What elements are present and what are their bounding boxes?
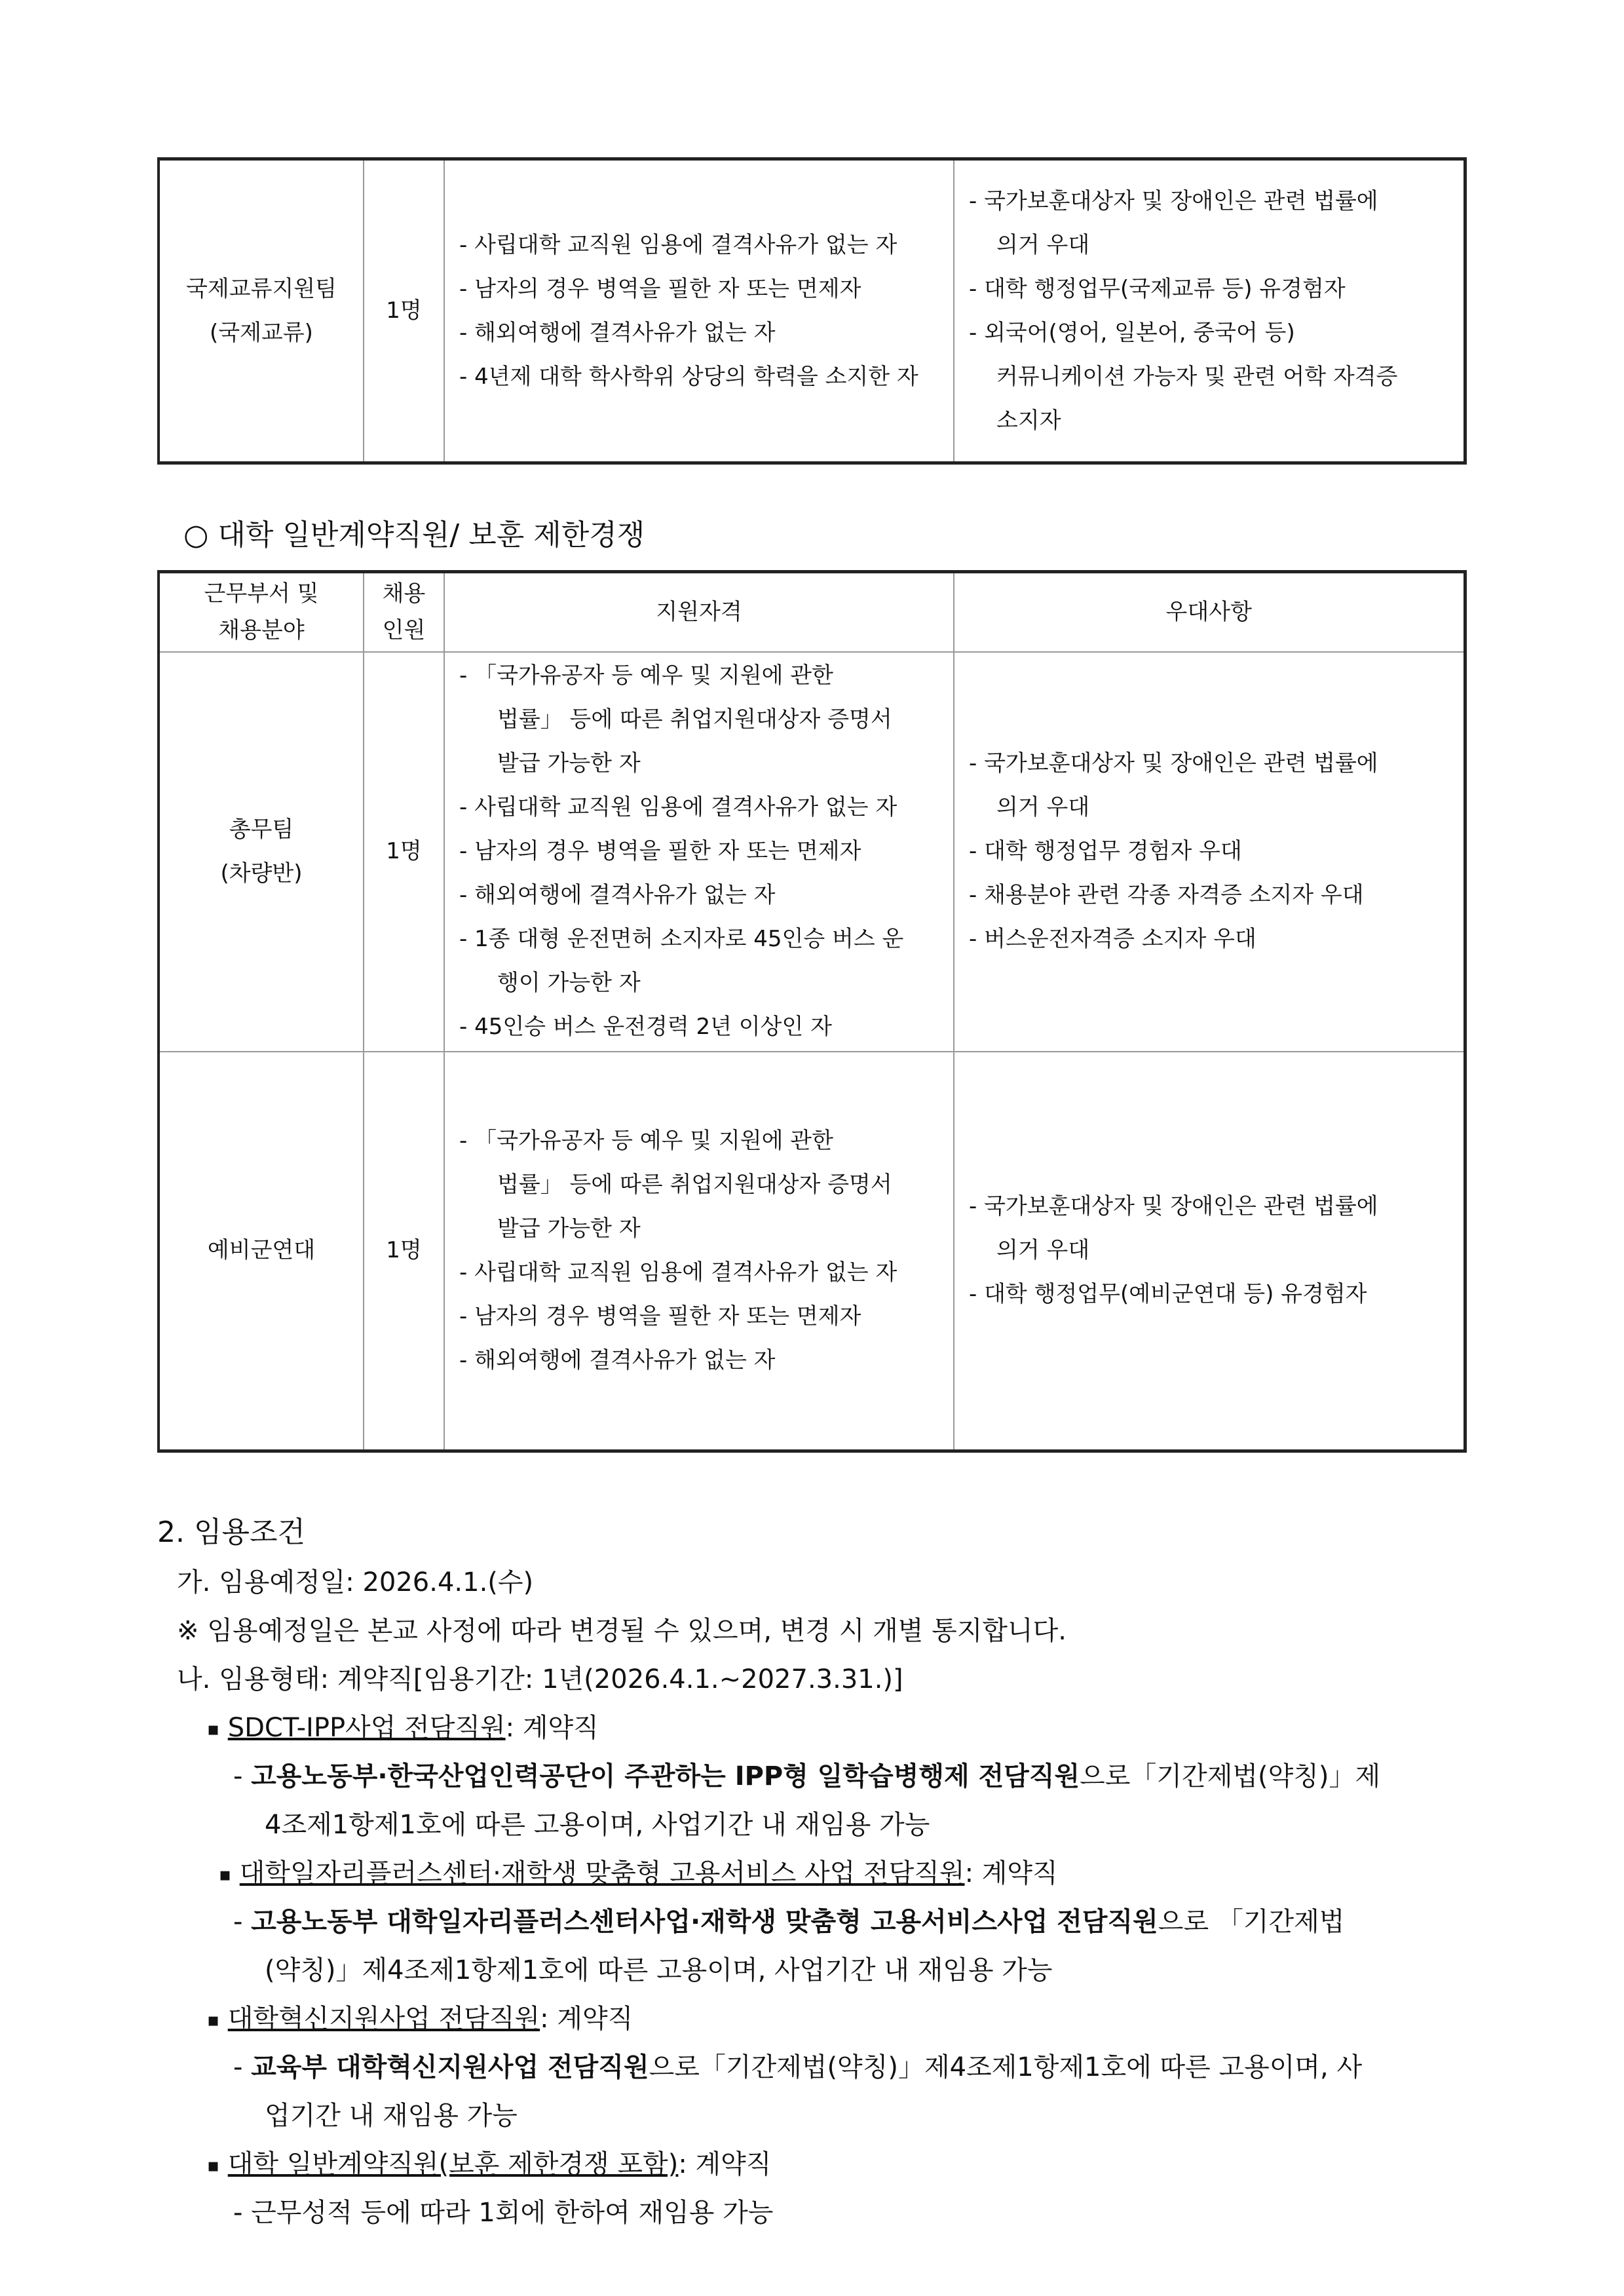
item-desc-rest: 으로「기간제법(약칭)」제4조제1항제1호에 따른 고용이며, 사 [649, 2052, 1363, 2082]
qualification-line: 법률」 등에 따른 취업지원대상자 증명서 [497, 706, 892, 733]
preference-cell [954, 652, 1465, 1052]
qualification-line: - 남자의 경우 병역을 필한 자 또는 면제자 [459, 1303, 861, 1330]
item-title: 대학혁신지원사업 전담직원 [227, 2004, 540, 2034]
item-description-cont: (약칭)」제4조제1항제1호에 따른 고용이며, 사업기간 내 재임용 가능 [265, 1955, 1053, 1985]
dept-line: 국제교류지원팀 [186, 275, 337, 302]
qualification-line: 행이 가능한 자 [497, 970, 641, 996]
header-preference: 우대사항 [954, 572, 1465, 652]
header-dept-line: 채용분야 [218, 617, 305, 644]
qualification-line: - 해외여행에 결격사유가 없는 자 [459, 319, 776, 346]
qualification-line: - 남자의 경우 병역을 필한 자 또는 면제자 [459, 838, 861, 864]
item-title: 대학일자리플러스센터·재학생 맞춤형 고용서비스 사업 전담직원 [239, 1858, 965, 1888]
section-2-title: 2. 임용조건 [157, 1516, 305, 1549]
count-cell: 1명 [364, 652, 444, 1052]
qualification-line: - 1종 대형 운전면허 소지자로 45인승 버스 운 [459, 926, 904, 952]
dept-cell [159, 1052, 364, 1451]
item-title: SDCT-IPP사업 전담직원 [227, 1713, 506, 1743]
header-count-line: 인원 [382, 617, 426, 644]
item-desc-bold: 고용노동부·한국산업인력공단이 주관하는 IPP형 일학습병행제 전담직원 [251, 1761, 1080, 1791]
square-bullet-icon: ▪ [219, 1864, 231, 1885]
contract-item [207, 2140, 771, 2190]
qualification-line: - 「국가유공자 등 예우 및 지원에 관한 [459, 662, 833, 689]
qualification-line: - 「국가유공자 등 예우 및 지원에 관한 [459, 1127, 833, 1154]
preference-line: 의거 우대 [996, 794, 1090, 820]
contract-item [219, 1849, 1058, 1899]
preference-line: - 국가보훈대상자 및 장애인은 관련 법률에 [969, 1193, 1378, 1220]
qualification-line: - 해외여행에 결격사유가 없는 자 [459, 882, 776, 908]
dept-line: (차량반) [220, 860, 303, 887]
preference-line: 의거 우대 [996, 231, 1090, 258]
square-bullet-icon: ▪ [207, 1718, 219, 1740]
preference-line: 커뮤니케이션 가능자 및 관련 어학 자격증 [996, 363, 1398, 390]
item-suffix: : 계약직 [678, 2149, 772, 2179]
section-heading: ○ 대학 일반계약직원/ 보훈 제한경쟁 [183, 518, 645, 552]
qualification-cell [444, 1052, 954, 1451]
qualification-line: - 해외여행에 결격사유가 없는 자 [459, 1347, 776, 1373]
qualification-line: 법률」 등에 따른 취업지원대상자 증명서 [497, 1171, 892, 1198]
qualification-line: - 사립대학 교직원 임용에 결격사유가 없는 자 [459, 794, 897, 820]
appointment-type: 나. 임용형태: 계약직[임용기간: 1년(2026.4.1.~2027.3.31.)] [177, 1664, 903, 1694]
contract-item [207, 1704, 599, 1753]
preference-line: - 버스운전자격증 소지자 우대 [969, 926, 1256, 952]
dept-line: (국제교류) [210, 319, 313, 346]
item-description-cont: 4조제1항제1호에 따른 고용이며, 사업기간 내 재임용 가능 [265, 1810, 930, 1840]
item-desc-bold: 교육부 대학혁신지원사업 전담직원 [251, 2052, 649, 2082]
qualification-line: - 4년제 대학 학사학위 상당의 학력을 소지한 자 [459, 363, 918, 390]
item-description: - 고용노동부 대학일자리플러스센터사업·재학생 맞춤형 고용서비스사업 전담직원으로 「기간제법 [233, 1907, 1345, 1937]
table-general-contract [157, 570, 1467, 1453]
qualification-cell [444, 159, 954, 463]
dept-line: 예비군연대 [207, 1237, 316, 1264]
header-dept-line: 근무부서 및 [204, 581, 319, 607]
item-description: - 교육부 대학혁신지원사업 전담직원으로「기간제법(약칭)」제4조제1항제1호에 따른 고용이며, 사 [233, 2052, 1363, 2082]
qualification-line: - 45인승 버스 운전경력 2년 이상인 자 [459, 1014, 832, 1040]
item-suffix: : 계약직 [964, 1858, 1058, 1888]
table-international [157, 157, 1467, 465]
preference-line: - 외국어(영어, 일본어, 중국어 등) [969, 319, 1295, 346]
count-cell: 1명 [364, 1052, 444, 1451]
qualification-line: 발급 가능한 자 [497, 1215, 641, 1242]
header-dept [159, 572, 364, 652]
qualification-cell [444, 652, 954, 1052]
contract-item [207, 1995, 633, 2044]
item-desc-rest: 으로 「기간제법 [1158, 1907, 1345, 1937]
square-bullet-icon: ▪ [207, 2009, 219, 2031]
dept-cell [159, 159, 364, 463]
item-description: - 고용노동부·한국산업인력공단이 주관하는 IPP형 일학습병행제 전담직원으로「기간제법(약칭)」제 [233, 1761, 1381, 1791]
header-count-line: 채용 [382, 581, 426, 607]
count-cell: 1명 [364, 159, 444, 463]
appointment-note: ※ 임용예정일은 본교 사정에 따라 변경될 수 있으며, 변경 시 개별 통지합니다. [177, 1616, 1067, 1646]
preference-line: - 국가보훈대상자 및 장애인은 관련 법률에 [969, 750, 1378, 776]
preference-line: - 대학 행정업무 경험자 우대 [969, 838, 1242, 864]
preference-line: 의거 우대 [996, 1237, 1090, 1264]
item-description: - 근무성적 등에 따라 1회에 한하여 재임용 가능 [233, 2198, 774, 2228]
preference-line: - 대학 행정업무(국제교류 등) 유경험자 [969, 275, 1346, 302]
item-description-cont: 업기간 내 재임용 가능 [265, 2101, 518, 2131]
header-qualification: 지원자격 [444, 572, 954, 652]
qualification-line: - 남자의 경우 병역을 필한 자 또는 면제자 [459, 275, 861, 302]
preference-cell [954, 1052, 1465, 1451]
header-count [364, 572, 444, 652]
qualification-line: 발급 가능한 자 [497, 750, 641, 776]
preference-line: 소지자 [996, 407, 1061, 434]
item-desc-rest: 으로「기간제법(약칭)」제 [1080, 1761, 1381, 1791]
item-suffix: : 계약직 [505, 1713, 599, 1743]
preference-line: - 채용분야 관련 각종 자격증 소지자 우대 [969, 882, 1364, 908]
preference-line: - 국가보훈대상자 및 장애인은 관련 법률에 [969, 187, 1378, 214]
preference-line: - 대학 행정업무(예비군연대 등) 유경험자 [969, 1281, 1367, 1308]
item-desc-bold: 고용노동부 대학일자리플러스센터사업·재학생 맞춤형 고용서비스사업 전담직원 [251, 1907, 1158, 1937]
dept-cell [159, 652, 364, 1052]
item-title: 대학 일반계약직원(보훈 제한경쟁 포함) [227, 2149, 679, 2179]
dept-line: 총무팀 [229, 816, 294, 843]
qualification-line: - 사립대학 교직원 임용에 결격사유가 없는 자 [459, 231, 897, 258]
item-suffix: : 계약직 [540, 2004, 633, 2034]
qualification-line: - 사립대학 교직원 임용에 결격사유가 없는 자 [459, 1259, 897, 1286]
appointment-date: 가. 임용예정일: 2026.4.1.(수) [177, 1567, 534, 1598]
square-bullet-icon: ▪ [207, 2154, 219, 2176]
preference-cell [954, 159, 1465, 463]
